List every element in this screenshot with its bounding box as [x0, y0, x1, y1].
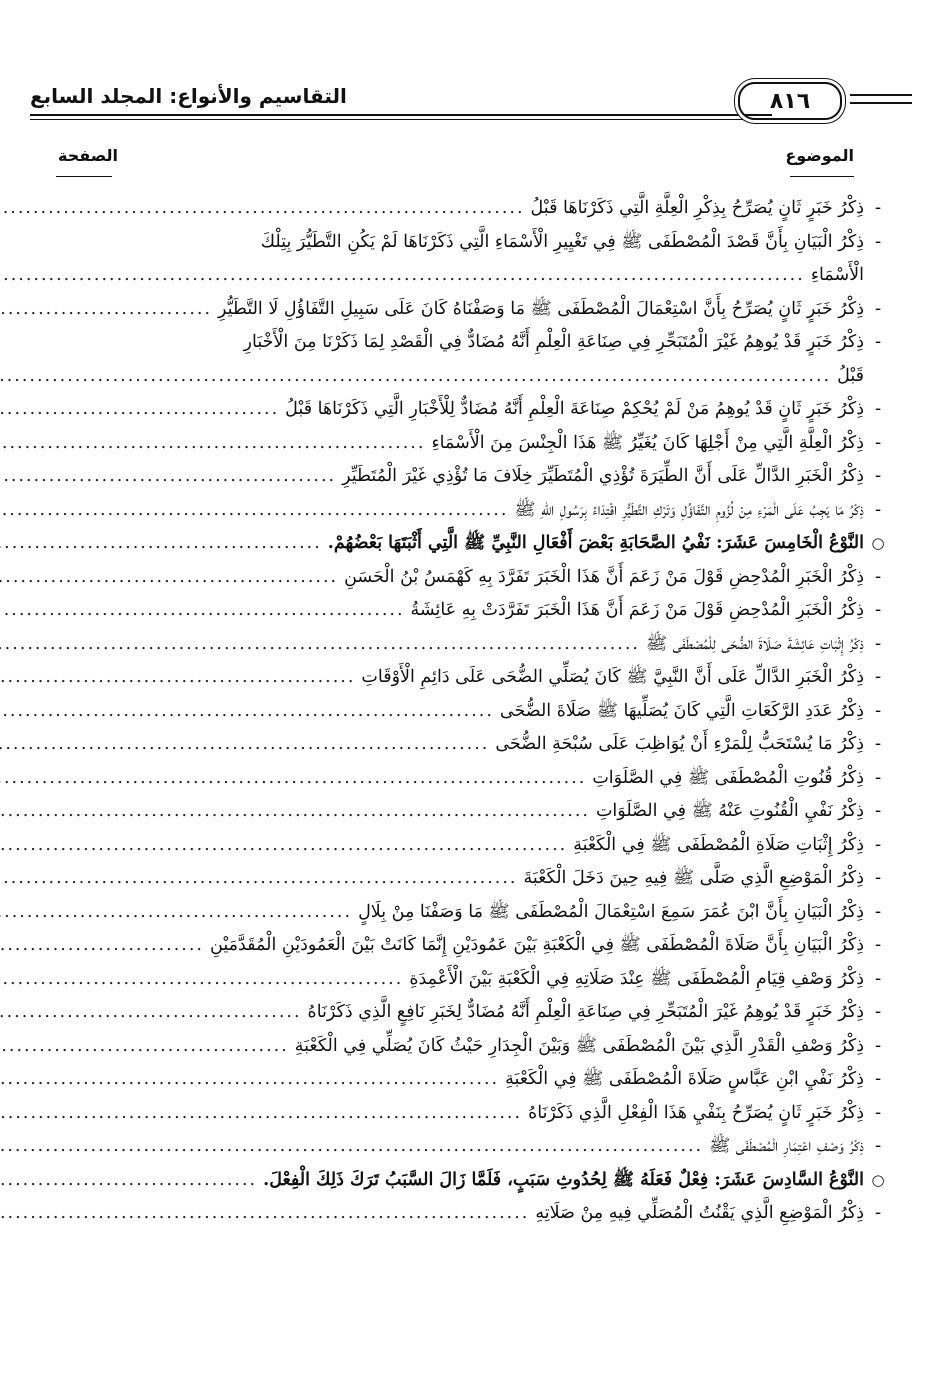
toc-section-heading	[56, 1164, 885, 1198]
leader-dots	[0, 460, 336, 494]
leader-dots	[0, 862, 517, 896]
toc-entry-text: ذِكْرُ قُنُوتِ الْمُصْطَفَى ﷺ فِي الصَّلَوَاتِ	[592, 767, 864, 788]
toc-entry-text: ذِكْرُ الْخَبَرِ الدَّالِّ عَلَى أَنَّ الطِّيَرَةَ تُؤْذِي الْمُتَطَيِّرَ خِلَافَ مَا تُؤْذِي غَيْرَ الْمُتَطَيِّرِ	[342, 466, 864, 486]
page-header-underline	[56, 176, 112, 177]
leader-dots	[0, 494, 508, 528]
toc-entry	[56, 728, 882, 762]
entry-dash-marker: -	[874, 198, 882, 218]
toc-entry	[56, 862, 882, 896]
header-rule-thin	[30, 119, 772, 120]
entry-dash-marker: -	[874, 332, 882, 352]
leader-dots	[0, 695, 494, 729]
toc-entry-text: ذِكْرُ إِثْبَاتِ صَلَاةِ الْمُصْطَفَى ﷺ فِي الْكَعْبَةِ	[573, 834, 864, 855]
leader-dots	[0, 762, 586, 796]
toc-section-heading	[56, 527, 885, 561]
entry-dash-marker: -	[874, 633, 882, 654]
toc-entry-text: ذِكْرُ الْبَيَانِ بِأَنَّ قَصْدَ الْمُصْطَفَى ﷺ فِي تَغْيِيرِ الْأَسْمَاءِ الَّتِي ذَكَرْنَاهَا لَمْ يَكُنِ التَّطَيُّرَ بِتِلْكَ	[260, 231, 864, 252]
toc-entry	[56, 896, 882, 930]
leader-dots	[0, 259, 805, 293]
toc-entry-text: ذِكْرُ خَبَرٍ ثَانٍ يُصَرِّحُ بِأَنَّ اسْتِعْمَالَ الْمُصْطَفَى ﷺ مَا وَصَفْنَاهُ كَانَ عَلَى سَبِيلِ التَّفَاؤُلِ لَا التَّطَيُّرِ	[218, 298, 864, 319]
entry-dash-marker: -	[874, 901, 882, 922]
page-number-badge: ٨١٦	[738, 82, 842, 120]
entry-dash-marker: -	[874, 767, 882, 788]
entry-dash-marker: -	[874, 667, 882, 687]
toc-entry-text: ذِكْرُ الْمَوْضِعِ الَّذِي صَلَّى ﷺ فِيهِ حِينَ دَخَلَ الْكَعْبَةَ	[523, 868, 864, 888]
toc-entry	[56, 1063, 882, 1097]
toc-entry-continuation: قَبْلُ	[837, 365, 864, 386]
leader-dots	[0, 527, 322, 561]
toc-entry	[56, 393, 882, 427]
toc-entry	[56, 762, 882, 796]
leader-dots	[0, 192, 525, 226]
leader-dots	[0, 896, 352, 930]
entry-dash-marker: -	[874, 466, 882, 486]
toc-entry-text: ذِكْرُ الْخَبَرِ الْمُدْحِضِ قَوْلَ مَنْ زَعَمَ أَنَّ هَذَا الْخَبَرَ تَفَرَّدَتْ بِهِ عَائِشَةُ	[410, 600, 864, 620]
toc-entry	[56, 326, 882, 393]
entry-dash-marker: -	[874, 1102, 882, 1123]
section-circle-marker: ○	[871, 534, 885, 552]
toc-entry	[56, 1130, 882, 1164]
entry-dash-marker: -	[874, 1136, 882, 1156]
toc-entry	[56, 226, 882, 293]
entry-dash-marker: -	[874, 700, 882, 721]
toc-entry-text: ذِكْرُ إِثْبَاتِ عَائِشَةَ صَلَاةَ الضُّحَى لِلْمُصْطَفَى ﷺ	[645, 633, 864, 654]
toc-entry-text: ذِكْرُ الْخَبَرِ الْمُدْحِضِ قَوْلَ مَنْ زَعَمَ أَنَّ هَذَا الْخَبَرَ تَفَرَّدَ بِهِ كَهْمَسُ بْنُ الْحَسَنِ	[344, 566, 864, 587]
leader-dots	[0, 728, 489, 762]
entry-dash-marker: -	[874, 432, 882, 453]
entry-dash-marker: -	[874, 801, 882, 821]
entry-dash-marker: -	[874, 1203, 882, 1223]
toc-entry	[56, 192, 882, 226]
toc-entry	[56, 695, 882, 729]
toc-entry-text: ذِكْرُ خَبَرٍ قَدْ يُوهِمُ غَيْرَ الْمُتَبَحِّرِ فِي صِنَاعَةِ الْعِلْمِ أَنَّهُ مُضَادٌّ لِخَبَرِ نَافِعٍ الَّذِي ذَكَرْنَاهُ	[307, 1002, 864, 1022]
toc-entry-text: ذِكْرُ مَا يُسْتَحَبُّ لِلْمَرْءِ أَنْ يُوَاظِبَ عَلَى سُبْحَةِ الضُّحَى	[495, 734, 864, 754]
leader-dots	[0, 996, 302, 1030]
toc-entry-text: النَّوْعُ السَّادِسَ عَشَرَ: فِعْلٌ فَعَلَهُ ﷺ لِحُدُوثِ سَبَبٍ، فَلَمَّا زَالَ السَّبَبُ تَرَكَ ذَلِكَ الْفِعْلَ.	[263, 1169, 864, 1190]
badge-ornament-line	[850, 102, 912, 104]
topic-header-underline	[790, 176, 854, 177]
leader-dots	[0, 293, 212, 327]
toc-entry	[56, 494, 882, 528]
toc-entry	[56, 996, 882, 1030]
toc-entry	[56, 929, 882, 963]
entry-dash-marker: -	[874, 868, 882, 888]
toc-entry	[56, 628, 882, 662]
toc-entry-text: ذِكْرُ مَا يَجِبُ عَلَى الْمَرْءِ مِنْ لُزُومِ التَّفَاؤُلِ وَتَرْكِ التَّطَيُّرِ اقْتِدَاءً بِرَسُولِ اللهِ ﷺ	[514, 499, 864, 520]
leader-dots	[0, 393, 279, 427]
toc-entry-text: ذِكْرُ عَدَدِ الرَّكَعَاتِ الَّتِي كَانَ يُصَلِّيهَا ﷺ صَلَاةَ الضُّحَى	[499, 700, 864, 721]
leader-dots	[0, 963, 403, 997]
toc-entry-continuation: الْأَسْمَاءِ	[810, 265, 864, 285]
toc-entry-text: ذِكْرُ وَصْفِ الْقَدْرِ الَّذِي بَيْنَ الْمُصْطَفَى ﷺ وَبَيْنَ الْجِدَارِ حَيْثُ كَانَ يُصَلِّي فِي الْكَعْبَةِ	[294, 1035, 864, 1056]
leader-dots	[0, 1130, 703, 1164]
entry-dash-marker: -	[874, 968, 882, 989]
toc-entry-text: ذِكْرُ خَبَرٍ ثَانٍ قَدْ يُوهِمُ مَنْ لَمْ يُحْكِمْ صِنَاعَةَ الْعِلْمِ أَنَّهُ مُضَادٌّ لِلْأَخْبَارِ الَّتِي ذَكَرْنَاهَا قَبْلُ	[285, 399, 864, 419]
entry-dash-marker: -	[874, 231, 882, 252]
toc-entry-text: ذِكْرُ الْبَيَانِ بِأَنَّ ابْنَ عُمَرَ سَمِعَ اسْتِعْمَالَ الْمُصْطَفَى ﷺ مَا وَصَفْنَا مِنْ بِلَالٍ	[358, 901, 864, 922]
leader-dots	[0, 1030, 289, 1064]
entry-dash-marker: -	[874, 1069, 882, 1089]
entry-dash-marker: -	[874, 1002, 882, 1022]
toc-entry-text: ذِكْرُ الْبَيَانِ بِأَنَّ صَلَاةَ الْمُصْطَفَى ﷺ فِي الْكَعْبَةِ بَيْنَ عَمُودَيْنِ إِنَّمَا كَانَتْ بَيْنَ الْعَمُودَيْنِ الْمُقَدَّمَيْنِ	[210, 935, 864, 955]
leader-dots	[0, 561, 338, 595]
entry-dash-marker: -	[874, 734, 882, 754]
entry-dash-marker: -	[874, 499, 882, 520]
entry-dash-marker: -	[874, 566, 882, 587]
book-title: التقاسيم والأنواع: المجلد السابع	[30, 84, 347, 108]
leader-dots	[0, 1097, 522, 1131]
topic-column-header: الموضوع	[785, 146, 854, 165]
toc-entry	[56, 661, 882, 695]
leader-dots	[0, 929, 204, 963]
toc-entry-text: ذِكْرُ نَفْيِ الْقُنُوتِ عَنْهُ ﷺ فِي الصَّلَوَاتِ	[595, 801, 864, 821]
toc-entry	[56, 963, 882, 997]
toc-entry	[56, 561, 882, 595]
entry-dash-marker: -	[874, 298, 882, 319]
toc-entry-text: ذِكْرُ الْعِلَّةِ الَّتِي مِنْ أَجْلِهَا كَانَ يُغَيِّرُ ﷺ هَذَا الْجِنْسَ مِنَ الْأَسْمَاءِ	[431, 432, 864, 453]
leader-dots	[0, 628, 640, 662]
entry-dash-marker: -	[874, 1035, 882, 1056]
toc-entry	[56, 795, 882, 829]
toc-entry-text: ذِكْرُ خَبَرٍ ثَانٍ يُصَرِّحُ بِذِكْرِ الْعِلَّةِ الَّتِي ذَكَرْنَاهَا قَبْلُ	[530, 198, 864, 218]
toc-entry-text: ذِكْرُ وَصْفِ اعْتِمَارِ الْمُصْطَفَى ﷺ	[709, 1136, 864, 1156]
table-of-contents	[56, 192, 885, 1231]
toc-entry-text: ذِكْرُ نَفْيِ ابْنِ عَبَّاسٍ صَلَاةَ الْمُصْطَفَى ﷺ فِي الْكَعْبَةِ	[505, 1069, 864, 1089]
toc-entry	[56, 1197, 882, 1231]
entry-dash-marker: -	[874, 935, 882, 955]
leader-dots	[0, 661, 355, 695]
page-column-header: الصفحة	[58, 146, 119, 165]
toc-entry-text: النَّوْعُ الْخَامِسَ عَشَرَ: نَفْيُ الصَّحَابَةِ بَعْضَ أَفْعَالِ النَّبِيِّ ﷺ الَّتِي أَثْبَتَهَا بَعْضُهُمْ.	[327, 533, 864, 553]
leader-dots	[0, 829, 567, 863]
entry-dash-marker: -	[874, 834, 882, 855]
toc-entry-text: ذِكْرُ وَصْفِ قِيَامِ الْمُصْطَفَى ﷺ عِنْدَ صَلَاتِهِ فِي الْكَعْبَةِ بَيْنَ الْأَعْمِدَةِ	[409, 968, 864, 989]
leader-dots	[0, 1164, 257, 1198]
toc-entry	[56, 427, 882, 461]
page-header	[30, 80, 912, 124]
entry-dash-marker: -	[874, 600, 882, 620]
toc-entry-text: ذِكْرُ خَبَرٍ قَدْ يُوهِمُ غَيْرَ الْمُتَبَحِّرِ فِي صِنَاعَةِ الْعِلْمِ أَنَّهُ مُضَادٌّ فِي الْقَصْدِ لِمَا ذَكَرْنَا مِنَ الْأَخْبَارِ	[243, 332, 864, 352]
leader-dots	[0, 360, 831, 394]
header-rule	[30, 114, 772, 116]
leader-dots	[0, 594, 405, 628]
toc-entry-text: ذِكْرُ خَبَرٍ ثَانٍ يُصَرِّحُ بِنَفْيِ هَذَا الْفِعْلِ الَّذِي ذَكَرْنَاهُ	[528, 1102, 864, 1123]
toc-entry	[56, 829, 882, 863]
leader-dots	[0, 1063, 499, 1097]
badge-ornament-line	[850, 94, 912, 96]
leader-dots	[0, 1197, 529, 1231]
section-circle-marker: ○	[871, 1170, 885, 1189]
entry-dash-marker: -	[874, 399, 882, 419]
toc-entry	[56, 1097, 882, 1131]
leader-dots	[0, 795, 590, 829]
toc-entry-text: ذِكْرُ الْخَبَرِ الدَّالِّ عَلَى أَنَّ النَّبِيَّ ﷺ كَانَ يُصَلِّي الضُّحَى عَلَى دَائِمِ الْأَوْقَاتِ	[361, 667, 864, 687]
toc-entry	[56, 1030, 882, 1064]
leader-dots	[0, 427, 425, 461]
toc-entry-text: ذِكْرُ الْمَوْضِعِ الَّذِي يَقْنُتُ الْمُصَلِّي فِيهِ مِنْ صَلَاتِهِ	[535, 1203, 864, 1223]
toc-entry	[56, 594, 882, 628]
toc-entry	[56, 293, 882, 327]
toc-entry	[56, 460, 882, 494]
